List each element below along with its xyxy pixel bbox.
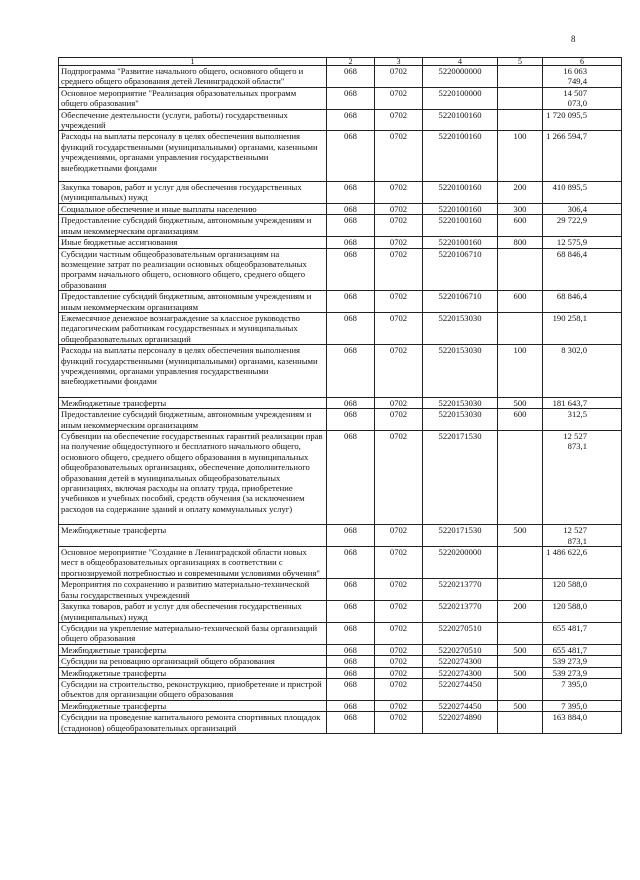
row-code-cs: 5220100160	[423, 237, 498, 248]
column-header: 4	[423, 58, 498, 66]
row-amount: 539 273,9	[543, 667, 622, 678]
row-code-gr: 068	[327, 131, 375, 182]
row-code-cs: 5220100160	[423, 182, 498, 204]
row-code-cs: 5220213770	[423, 579, 498, 601]
row-code-gr: 068	[327, 237, 375, 248]
row-description: Предоставление субсидий бюджетным, автономным учреждениям и иным некоммерческим организациям	[59, 291, 327, 313]
row-description: Субсидии на укрепление материально-технической базы организаций общего образования	[59, 622, 327, 644]
row-code-cs: 5220153030	[423, 397, 498, 408]
row-code-gr: 068	[327, 601, 375, 623]
row-code-rz: 0702	[375, 203, 423, 214]
row-code-cs: 5220270510	[423, 622, 498, 644]
row-code-rz: 0702	[375, 291, 423, 313]
row-description: Субсидии на строительство, реконструкцию, приобретение и пристрой объектов для организации общего образования	[59, 678, 327, 700]
row-amount: 163 884,0	[543, 712, 622, 734]
row-code-gr: 068	[327, 345, 375, 398]
row-description: Межбюджетные трансферты	[59, 667, 327, 678]
row-code-rz: 0702	[375, 579, 423, 601]
row-code-gr: 068	[327, 656, 375, 667]
row-code-cs: 5220100000	[423, 87, 498, 109]
row-code-gr: 068	[327, 644, 375, 655]
row-code-cs: 5220274300	[423, 667, 498, 678]
table-row	[59, 525, 622, 547]
row-description: Обеспечение деятельности (услуги, работы) государственных учреждений	[59, 109, 327, 131]
column-number-header	[59, 58, 622, 66]
row-description: Расходы на выплаты персоналу в целях обеспечения выполнения функций государственными (муниципальными) органами, казенными учреждениями, органами управления государственными внебюджетными фондами	[59, 345, 327, 398]
row-code-gr: 068	[327, 678, 375, 700]
row-code-rz: 0702	[375, 87, 423, 109]
row-description: Иные бюджетные ассигнования	[59, 237, 327, 248]
table-row	[59, 431, 622, 525]
row-code-cs: 5220100160	[423, 203, 498, 214]
page-number: 8	[571, 34, 576, 44]
row-description: Межбюджетные трансферты	[59, 397, 327, 408]
row-code-vr: 500	[498, 397, 543, 408]
row-description: Мероприятия по сохранению и развитию материально-технической базы государственных учреждений	[59, 579, 327, 601]
row-description: Межбюджетные трансферты	[59, 525, 327, 547]
row-amount: 68 846,4	[543, 291, 622, 313]
table-row	[59, 678, 622, 700]
row-amount: 29 722,9	[543, 215, 622, 237]
row-code-cs: 5220100160	[423, 131, 498, 182]
row-code-vr	[498, 712, 543, 734]
row-code-gr: 068	[327, 579, 375, 601]
row-code-rz: 0702	[375, 409, 423, 431]
row-code-gr: 068	[327, 667, 375, 678]
row-code-gr: 068	[327, 525, 375, 547]
row-code-cs: 5220153030	[423, 409, 498, 431]
row-description: Субсидии на проведение капитального ремонта спортивных площадок (стадионов) общеобразовательных организаций	[59, 712, 327, 734]
row-code-vr: 800	[498, 237, 543, 248]
row-description: Расходы на выплаты персоналу в целях обеспечения выполнения функций государственными (муниципальными) органами, казенными учреждениями, органами управления государственными внебюджетными фондами	[59, 131, 327, 182]
row-code-vr: 500	[498, 525, 543, 547]
row-code-cs: 5220213770	[423, 601, 498, 623]
row-amount: 306,4	[543, 203, 622, 214]
row-code-rz: 0702	[375, 312, 423, 344]
table-row	[59, 248, 622, 291]
table-row	[59, 345, 622, 398]
row-code-vr: 300	[498, 203, 543, 214]
row-code-rz: 0702	[375, 678, 423, 700]
row-amount: 312,5	[543, 409, 622, 431]
row-code-vr	[498, 678, 543, 700]
row-amount: 410 895,5	[543, 182, 622, 204]
row-code-vr: 600	[498, 409, 543, 431]
row-code-rz: 0702	[375, 656, 423, 667]
row-code-cs: 5220106710	[423, 291, 498, 313]
table-row	[59, 237, 622, 248]
table-row	[59, 291, 622, 313]
row-description: Субсидии на реновацию организаций общего образования	[59, 656, 327, 667]
row-description: Межбюджетные трансферты	[59, 700, 327, 711]
row-code-gr: 068	[327, 312, 375, 344]
table-row	[59, 700, 622, 711]
row-code-gr: 068	[327, 66, 375, 88]
column-header: 3	[375, 58, 423, 66]
row-code-cs: 5220171530	[423, 525, 498, 547]
row-code-vr	[498, 248, 543, 291]
row-code-rz: 0702	[375, 622, 423, 644]
row-code-cs: 5220274890	[423, 712, 498, 734]
row-description: Социальное обеспечение и иные выплаты населению	[59, 203, 327, 214]
row-code-vr	[498, 431, 543, 525]
row-code-gr: 068	[327, 203, 375, 214]
row-description: Субвенции на обеспечение государственных гарантий реализации прав на получение общедоступного и бесплатного начального общего, основного общего, среднего общего образования в муниципальных общеобразовательных организациях, обеспечение дополнительного образования детей в муниципальных общеобразовательных организациях, включая расходы на оплату труда, приобретение учебников и учебных пособий, средств обучения (за исключением расходов на содержание зданий и оплату коммунальных услуг)	[59, 431, 327, 525]
row-code-vr	[498, 312, 543, 344]
row-amount: 181 643,7	[543, 397, 622, 408]
row-code-gr: 068	[327, 431, 375, 525]
row-description: Предоставление субсидий бюджетным, автономным учреждениям и иным некоммерческим организациям	[59, 409, 327, 431]
row-code-cs: 5220274450	[423, 700, 498, 711]
row-amount: 16 063 749,4	[543, 66, 622, 88]
row-amount: 120 588,0	[543, 601, 622, 623]
row-description: Предоставление субсидий бюджетным, автономным учреждениям и иным некоммерческим организациям	[59, 215, 327, 237]
row-amount: 120 588,0	[543, 579, 622, 601]
row-code-gr: 068	[327, 622, 375, 644]
row-code-gr: 068	[327, 397, 375, 408]
row-code-vr: 600	[498, 291, 543, 313]
column-header: 2	[327, 58, 375, 66]
row-code-vr: 600	[498, 215, 543, 237]
row-code-rz: 0702	[375, 248, 423, 291]
row-amount: 190 258,1	[543, 312, 622, 344]
row-description: Субсидии частным общеобразовательным организациям на возмещение затрат по реализации основных общеобразовательных программ начального общего, основного общего, среднего общего образования	[59, 248, 327, 291]
row-code-vr: 200	[498, 601, 543, 623]
row-code-vr: 200	[498, 182, 543, 204]
row-code-vr: 500	[498, 667, 543, 678]
row-amount: 8 302,0	[543, 345, 622, 398]
row-code-gr: 068	[327, 547, 375, 579]
table-row	[59, 667, 622, 678]
row-code-rz: 0702	[375, 66, 423, 88]
row-code-cs: 5220171530	[423, 431, 498, 525]
row-code-rz: 0702	[375, 547, 423, 579]
column-header: 6	[543, 58, 622, 66]
table-row	[59, 66, 622, 88]
row-code-cs: 5220274300	[423, 656, 498, 667]
row-code-gr: 068	[327, 248, 375, 291]
table-row	[59, 656, 622, 667]
row-code-gr: 068	[327, 215, 375, 237]
row-code-rz: 0702	[375, 601, 423, 623]
row-amount: 1 720 095,5	[543, 109, 622, 131]
row-code-vr	[498, 579, 543, 601]
row-code-gr: 068	[327, 712, 375, 734]
table-row	[59, 109, 622, 131]
row-code-gr: 068	[327, 700, 375, 711]
row-code-rz: 0702	[375, 431, 423, 525]
row-amount: 1 486 622,6	[543, 547, 622, 579]
row-amount: 7 395,0	[543, 678, 622, 700]
row-amount: 1 266 594,7	[543, 131, 622, 182]
row-amount: 14 507 073,0	[543, 87, 622, 109]
table-row	[59, 547, 622, 579]
row-code-rz: 0702	[375, 109, 423, 131]
table-row	[59, 601, 622, 623]
table-row	[59, 622, 622, 644]
row-code-rz: 0702	[375, 131, 423, 182]
row-amount: 12 527 873,1	[543, 431, 622, 525]
row-code-gr: 068	[327, 182, 375, 204]
table-row	[59, 203, 622, 214]
row-code-rz: 0702	[375, 644, 423, 655]
row-code-vr	[498, 547, 543, 579]
row-amount: 7 395,0	[543, 700, 622, 711]
table-row	[59, 397, 622, 408]
row-code-rz: 0702	[375, 215, 423, 237]
row-code-cs: 5220100160	[423, 109, 498, 131]
table-row	[59, 409, 622, 431]
table-row	[59, 182, 622, 204]
row-amount: 12 527 873,1	[543, 525, 622, 547]
row-code-vr: 500	[498, 644, 543, 655]
table-row	[59, 87, 622, 109]
row-code-cs: 5220200000	[423, 547, 498, 579]
row-code-gr: 068	[327, 87, 375, 109]
row-code-vr	[498, 622, 543, 644]
row-description: Ежемесячное денежное вознаграждение за классное руководство педагогическим работникам государственных и муниципальных общеобразовательных организаций	[59, 312, 327, 344]
row-code-rz: 0702	[375, 525, 423, 547]
row-code-rz: 0702	[375, 345, 423, 398]
row-code-cs: 5220153030	[423, 345, 498, 398]
row-code-cs: 5220106710	[423, 248, 498, 291]
table-row	[59, 712, 622, 734]
row-code-cs: 5220153030	[423, 312, 498, 344]
row-code-vr	[498, 87, 543, 109]
row-code-gr: 068	[327, 409, 375, 431]
row-amount: 539 273,9	[543, 656, 622, 667]
table-row	[59, 215, 622, 237]
row-code-cs: 5220274450	[423, 678, 498, 700]
row-description: Межбюджетные трансферты	[59, 644, 327, 655]
row-code-gr: 068	[327, 291, 375, 313]
row-code-rz: 0702	[375, 700, 423, 711]
row-code-rz: 0702	[375, 712, 423, 734]
row-code-vr	[498, 656, 543, 667]
row-code-vr: 100	[498, 345, 543, 398]
row-code-vr	[498, 109, 543, 131]
row-code-rz: 0702	[375, 237, 423, 248]
row-description: Основное мероприятие "Создание в Ленинградской области новых мест в общеобразовательных организациях в соответствии с прогнозируемой потребностью и современными условиями обучения"	[59, 547, 327, 579]
row-description: Подпрограмма "Развитие начального общего, основного общего и среднего общего образования детей Ленинградской области"	[59, 66, 327, 88]
table-row	[59, 131, 622, 182]
row-code-rz: 0702	[375, 397, 423, 408]
column-header: 5	[498, 58, 543, 66]
row-code-cs: 5220100160	[423, 215, 498, 237]
row-description: Основное мероприятие "Реализация образовательных программ общего образования"	[59, 87, 327, 109]
row-code-cs: 5220000000	[423, 66, 498, 88]
row-code-vr	[498, 66, 543, 88]
table-row	[59, 579, 622, 601]
row-code-rz: 0702	[375, 182, 423, 204]
table-row	[59, 644, 622, 655]
row-code-rz: 0702	[375, 667, 423, 678]
row-description: Закупка товаров, работ и услуг для обеспечения государственных (муниципальных) нужд	[59, 182, 327, 204]
row-amount: 68 846,4	[543, 248, 622, 291]
column-header: 1	[59, 58, 327, 66]
row-code-vr: 100	[498, 131, 543, 182]
row-description: Закупка товаров, работ и услуг для обеспечения государственных (муниципальных) нужд	[59, 601, 327, 623]
row-amount: 12 575,9	[543, 237, 622, 248]
row-code-vr: 500	[498, 700, 543, 711]
budget-table	[58, 57, 622, 734]
row-amount: 655 481,7	[543, 644, 622, 655]
row-amount: 655 481,7	[543, 622, 622, 644]
row-code-cs: 5220270510	[423, 644, 498, 655]
table-row	[59, 312, 622, 344]
row-code-gr: 068	[327, 109, 375, 131]
